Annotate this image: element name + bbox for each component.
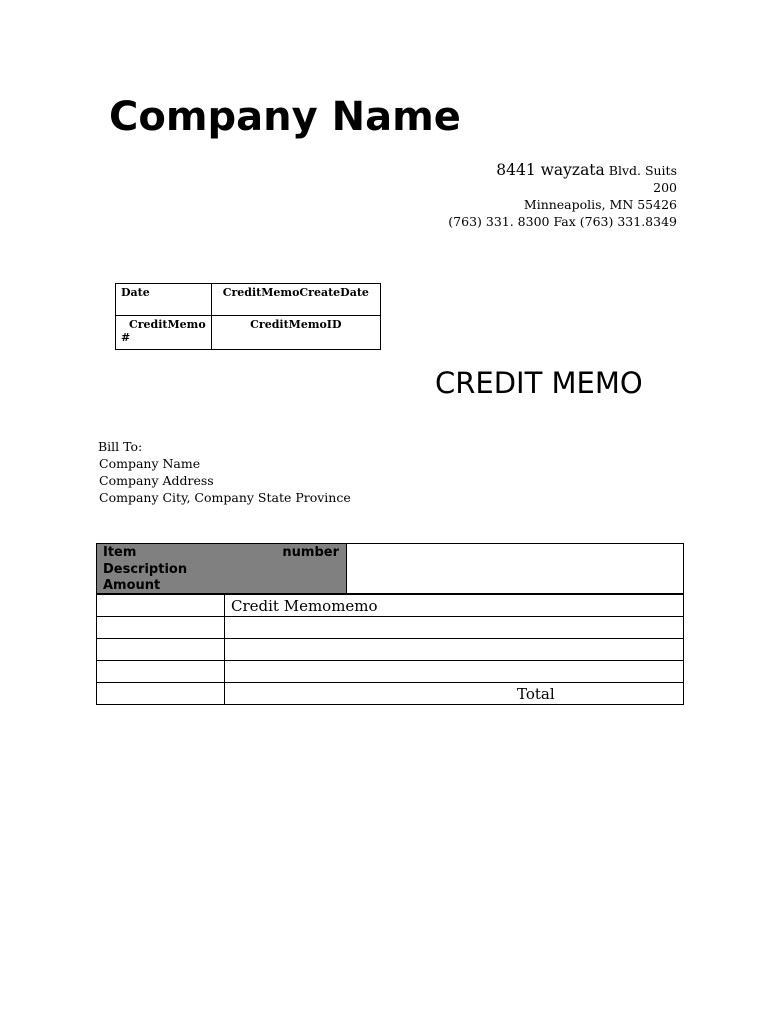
table-cell [97,683,225,705]
bill-to-block [98,438,351,506]
table-cell [97,639,225,661]
table-cell-description: Credit Memomemo [225,595,684,617]
memo-info-row-number [116,316,381,350]
table-cell [97,595,225,617]
header-description: Description [103,561,188,577]
address-street-number: 8441 wayzata [496,161,605,179]
company-address-block [448,162,677,230]
company-name-heading: Company Name [109,94,461,140]
table-cell [97,661,225,683]
table-row [97,595,684,617]
address-line-3: Minneapolis, MN 55426 [523,197,677,212]
table-cell [97,617,225,639]
items-table-header [96,543,684,594]
address-street-rest: Blvd. Suits [604,163,677,178]
items-table-body [96,594,684,705]
memo-number-value: CreditMemoID [211,316,380,350]
items-table [96,543,684,705]
items-header-blank-cell [347,544,683,593]
table-row [97,639,684,661]
table-cell-description [225,661,684,683]
address-line-2: 200 [653,180,677,195]
table-row-total [97,683,684,705]
items-header-cell [97,544,347,593]
bill-to-heading: Bill To: [98,439,143,454]
address-line-1 [448,162,677,179]
memo-info-row-date [116,284,381,316]
table-cell-description [225,639,684,661]
memo-info-table [115,283,381,350]
header-number: number [282,545,339,560]
bill-to-company-name: Company Name [99,456,201,471]
table-cell-description [225,617,684,639]
memo-number-label-b: # [121,331,131,344]
total-label: Total [225,683,684,705]
bill-to-city-state: Company City, Company State Province [99,490,351,505]
memo-number-label [116,316,212,350]
document-title: CREDIT MEMO [435,366,643,400]
date-value: CreditMemoCreateDate [211,284,380,316]
address-line-4: (763) 331. 8300 Fax (763) 331.8349 [448,214,677,229]
header-amount: Amount [103,578,161,593]
table-row [97,661,684,683]
bill-to-company-address: Company Address [99,473,214,488]
memo-number-label-a: CreditMemo [129,318,206,331]
header-item: Item [103,545,137,560]
table-row [97,617,684,639]
date-label: Date [116,284,212,316]
